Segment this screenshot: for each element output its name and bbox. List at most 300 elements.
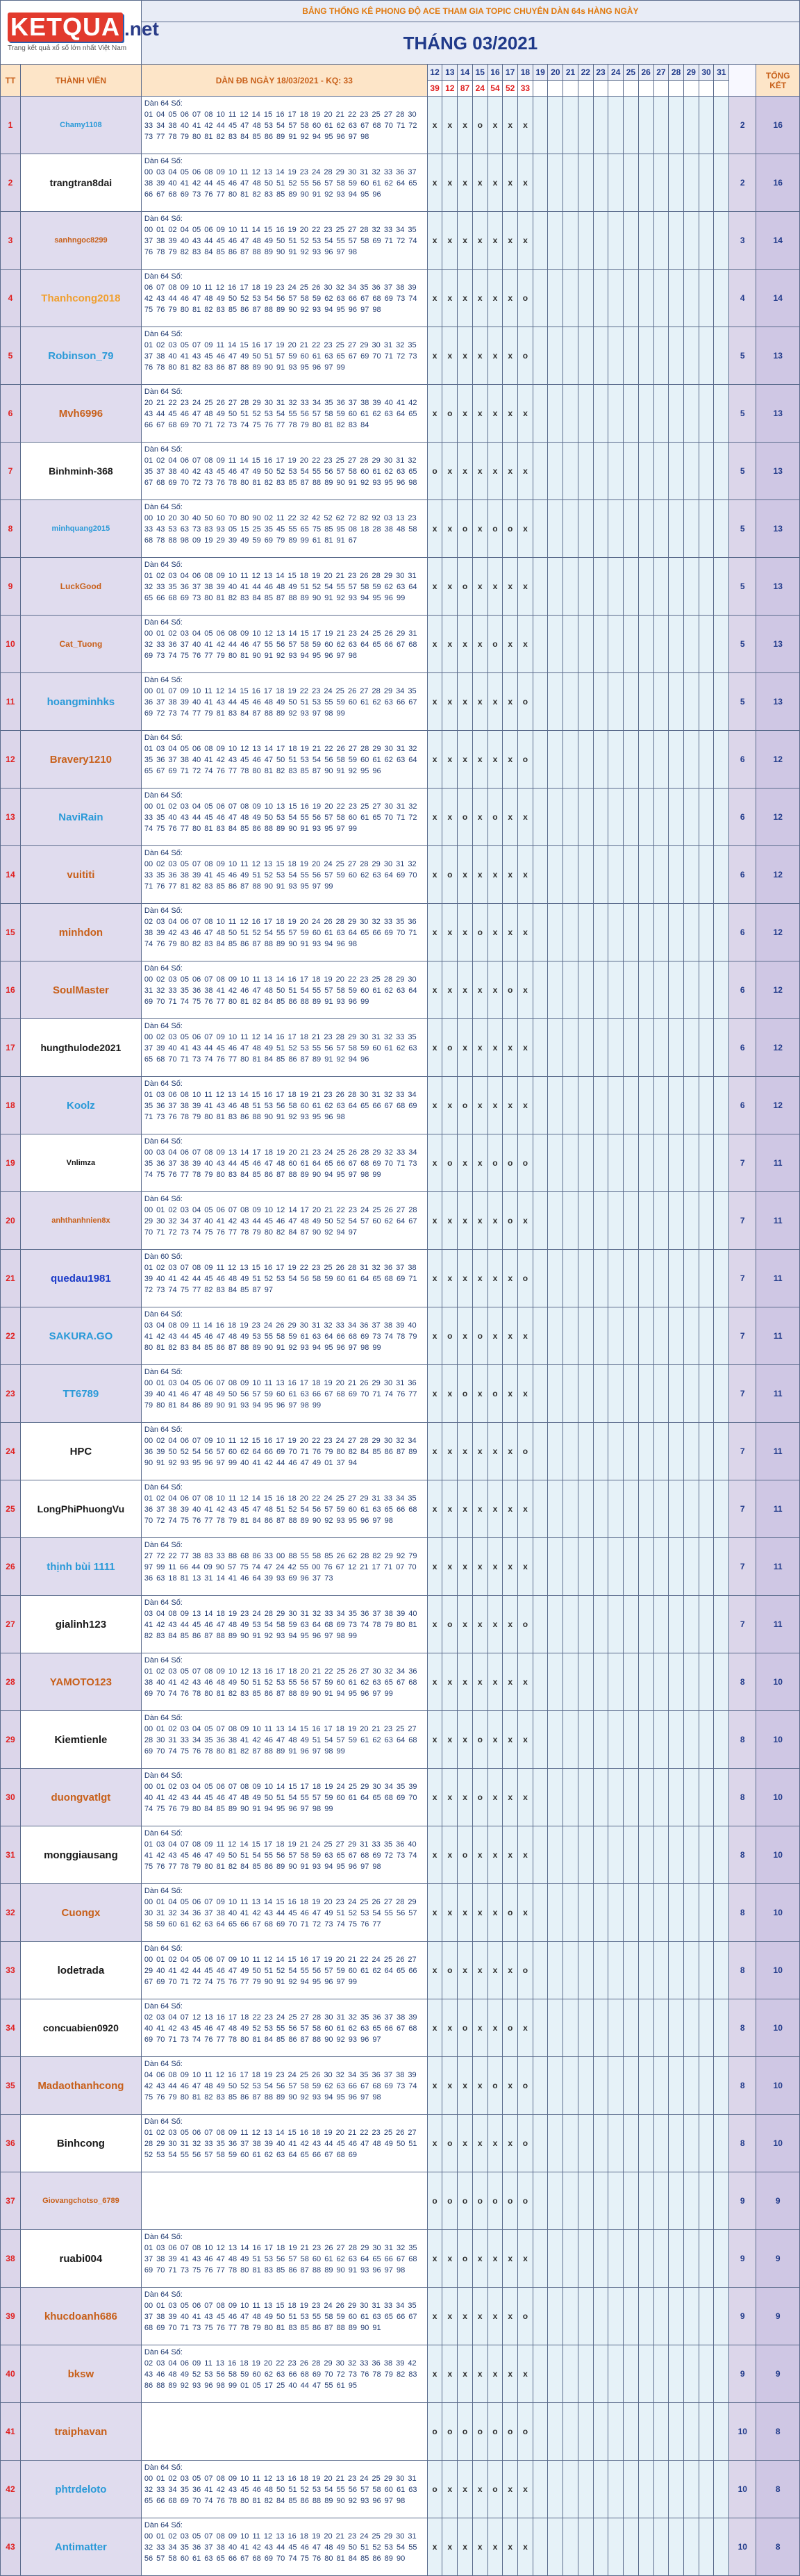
day-mark: x bbox=[427, 1826, 442, 1884]
day-empty bbox=[699, 1884, 714, 1942]
day-empty bbox=[653, 558, 669, 616]
day-empty bbox=[578, 846, 593, 904]
member-name[interactable]: LongPhiPhuongVu bbox=[20, 1480, 141, 1538]
member-name[interactable]: lodetrada bbox=[20, 1942, 141, 1999]
day-empty bbox=[548, 327, 563, 385]
day-empty bbox=[669, 1077, 684, 1134]
wins-count: 7 bbox=[729, 1134, 756, 1192]
total-score: 12 bbox=[756, 789, 800, 846]
day-mark: x bbox=[472, 1019, 488, 1077]
day-mark: o bbox=[518, 2403, 533, 2461]
day-mark: x bbox=[427, 1134, 442, 1192]
member-name[interactable]: Bravery1210 bbox=[20, 731, 141, 789]
day-mark: x bbox=[518, 1192, 533, 1250]
day-mark: x bbox=[458, 1019, 473, 1077]
member-name[interactable]: traiphavan bbox=[20, 2403, 141, 2461]
logo-area[interactable] bbox=[1, 1, 159, 65]
day-mark: x bbox=[488, 1942, 503, 1999]
day-mark: x bbox=[503, 731, 518, 789]
row-number: 43 bbox=[1, 2518, 21, 2576]
day-mark: x bbox=[472, 1077, 488, 1134]
day-mark: x bbox=[427, 1019, 442, 1077]
day-mark: x bbox=[488, 731, 503, 789]
day-mark: x bbox=[488, 1653, 503, 1711]
member-row bbox=[1, 2057, 800, 2115]
day-mark: x bbox=[503, 1365, 518, 1423]
day-empty bbox=[669, 1769, 684, 1826]
day-empty bbox=[578, 1826, 593, 1884]
day-empty bbox=[578, 2345, 593, 2403]
day-empty bbox=[578, 212, 593, 270]
member-name[interactable]: Cat_Tuong bbox=[20, 616, 141, 673]
day-mark: x bbox=[488, 1999, 503, 2057]
member-name[interactable]: concuabien0920 bbox=[20, 1999, 141, 2057]
day-mark: x bbox=[518, 1999, 533, 2057]
day-mark: x bbox=[427, 904, 442, 961]
day-empty bbox=[563, 154, 578, 212]
day-mark: x bbox=[518, 2230, 533, 2288]
day-empty bbox=[578, 2518, 593, 2576]
day-mark: x bbox=[427, 270, 442, 327]
number-list-cell bbox=[141, 1653, 427, 1711]
member-name[interactable]: Binhminh-368 bbox=[20, 443, 141, 500]
member-name[interactable]: trangtran8dai bbox=[20, 154, 141, 212]
day-empty bbox=[638, 846, 653, 904]
total-score: 14 bbox=[756, 270, 800, 327]
member-name[interactable]: Cuongx bbox=[20, 1884, 141, 1942]
day-mark: x bbox=[442, 1653, 458, 1711]
day-mark: x bbox=[427, 2518, 442, 2576]
day-empty bbox=[608, 2288, 624, 2345]
day-mark: x bbox=[488, 1538, 503, 1596]
member-name[interactable]: SoulMaster bbox=[20, 961, 141, 1019]
member-name[interactable]: hungthulode2021 bbox=[20, 1019, 141, 1077]
day-mark: o bbox=[503, 1192, 518, 1250]
number-list-cell bbox=[141, 2518, 427, 2576]
member-row bbox=[1, 1365, 800, 1423]
member-name[interactable]: Koolz bbox=[20, 1077, 141, 1134]
day-mark: o bbox=[518, 1134, 533, 1192]
number-list: 00 01 02 04 05 06 07 09 10 11 12 14 15 16 17 19 20 21 22 24 25 26 27 29 40 41 42 44 45 46 47 49 50 51 52 54 55 56 57 59 60 61 62 64 65 66 67 69 70 71 72 74 75 76 77 79 90 91 92 94 95 96 97 99 bbox=[144, 1956, 417, 1986]
ketqua-logo[interactable] bbox=[1, 13, 159, 52]
day-header-23: 23 bbox=[593, 65, 608, 81]
number-list: 01 03 04 05 06 08 09 10 12 13 14 17 18 19 21 22 26 27 28 29 30 31 32 35 36 37 38 40 41 42 43 45 46 47 50 51 53 54 56 58 59 60 61 62 63 64 65 67 69 71 72 74 76 77 78 80 81 82 83 85 87 90 91 92 95 96 bbox=[144, 745, 417, 775]
day-mark: x bbox=[503, 97, 518, 154]
day-empty bbox=[593, 1019, 608, 1077]
day-mark: o bbox=[458, 1077, 473, 1134]
day-empty bbox=[578, 1480, 593, 1538]
day-empty bbox=[593, 1423, 608, 1480]
day-mark: x bbox=[488, 97, 503, 154]
day-empty bbox=[638, 2230, 653, 2288]
day-empty bbox=[699, 558, 714, 616]
day-mark: o bbox=[488, 2172, 503, 2230]
member-row bbox=[1, 1480, 800, 1538]
member-name[interactable]: quedau1981 bbox=[20, 1250, 141, 1307]
day-empty bbox=[533, 1423, 548, 1480]
number-list-label: Dàn 64 Số: bbox=[144, 2521, 183, 2529]
day-empty bbox=[699, 673, 714, 731]
day-empty bbox=[638, 904, 653, 961]
day-empty bbox=[533, 1711, 548, 1769]
day-mark: o bbox=[442, 1019, 458, 1077]
day-mark: o bbox=[458, 2403, 473, 2461]
day-empty bbox=[548, 1077, 563, 1134]
day-empty bbox=[714, 2461, 729, 2518]
day-mark: o bbox=[458, 1365, 473, 1423]
day-empty bbox=[669, 1134, 684, 1192]
day-empty bbox=[563, 2518, 578, 2576]
day-empty bbox=[638, 385, 653, 443]
number-list-label: Dàn 64 Số: bbox=[144, 1656, 183, 1665]
member-name[interactable]: vuititi bbox=[20, 846, 141, 904]
member-name[interactable]: Robinson_79 bbox=[20, 327, 141, 385]
day-empty bbox=[548, 1711, 563, 1769]
day-empty bbox=[563, 1307, 578, 1365]
total-score: 16 bbox=[756, 154, 800, 212]
day-empty bbox=[638, 1711, 653, 1769]
day-empty bbox=[638, 500, 653, 558]
day-mark: x bbox=[472, 1999, 488, 2057]
day-empty bbox=[669, 1307, 684, 1365]
member-name[interactable]: YAMOTO123 bbox=[20, 1653, 141, 1711]
day-empty bbox=[563, 558, 578, 616]
day-mark: x bbox=[472, 1192, 488, 1250]
number-list-cell bbox=[141, 97, 427, 154]
day-mark: x bbox=[458, 270, 473, 327]
day-mark: o bbox=[503, 1999, 518, 2057]
member-row bbox=[1, 1134, 800, 1192]
row-number: 5 bbox=[1, 327, 21, 385]
day-empty bbox=[683, 2115, 699, 2172]
total-score: 10 bbox=[756, 1826, 800, 1884]
day-empty bbox=[699, 1653, 714, 1711]
total-score: 12 bbox=[756, 846, 800, 904]
day-mark: x bbox=[503, 1711, 518, 1769]
day-empty bbox=[563, 1942, 578, 1999]
day-mark: x bbox=[427, 1192, 442, 1250]
day-empty bbox=[638, 731, 653, 789]
day-empty bbox=[563, 1365, 578, 1423]
member-name[interactable]: HPC bbox=[20, 1423, 141, 1480]
member-name[interactable]: Binhcong bbox=[20, 2115, 141, 2172]
day-empty bbox=[593, 1942, 608, 1999]
wins-count: 6 bbox=[729, 904, 756, 961]
day-mark: x bbox=[442, 1077, 458, 1134]
member-name[interactable]: Mvh6996 bbox=[20, 385, 141, 443]
day-mark: x bbox=[518, 1769, 533, 1826]
total-score: 8 bbox=[756, 2403, 800, 2461]
day-mark: x bbox=[442, 2230, 458, 2288]
day-empty bbox=[699, 731, 714, 789]
day-empty bbox=[608, 443, 624, 500]
day-empty bbox=[548, 1769, 563, 1826]
number-list: 00 01 03 04 05 06 07 08 09 10 11 13 16 17 18 19 20 21 26 29 30 31 36 39 40 41 46 47 48 49 50 56 57 59 60 61 63 66 67 68 69 70 71 74 76 77 79 80 81 84 86 89 90 91 93 94 95 96 97 98 99 bbox=[144, 1379, 417, 1410]
day-mark: x bbox=[427, 1077, 442, 1134]
day-header-25: 25 bbox=[624, 65, 639, 81]
day-empty bbox=[548, 2403, 563, 2461]
wins-count: 5 bbox=[729, 673, 756, 731]
day-empty bbox=[563, 673, 578, 731]
day-mark: x bbox=[458, 2057, 473, 2115]
member-row bbox=[1, 789, 800, 846]
member-name[interactable]: Chamy1108 bbox=[20, 97, 141, 154]
day-mark: o bbox=[458, 558, 473, 616]
wins-count: 7 bbox=[729, 1250, 756, 1307]
member-name[interactable]: Kiemtienle bbox=[20, 1711, 141, 1769]
day-mark: o bbox=[503, 1134, 518, 1192]
day-empty bbox=[608, 212, 624, 270]
member-name[interactable]: ruabi004 bbox=[20, 2230, 141, 2288]
day-empty bbox=[714, 2288, 729, 2345]
total-score: 12 bbox=[756, 1077, 800, 1134]
member-name[interactable]: phtrdeloto bbox=[20, 2461, 141, 2518]
day-empty bbox=[714, 2230, 729, 2288]
day-empty bbox=[653, 904, 669, 961]
number-list: 01 03 04 07 08 09 11 12 14 15 17 18 19 21 24 25 27 29 31 33 35 36 40 41 42 43 45 46 47 49 50 51 54 55 56 57 58 59 63 65 67 68 69 72 73 74 75 76 77 78 79 80 81 82 84 85 86 89 90 91 93 94 95 96 97 98 bbox=[144, 1840, 417, 1871]
total-score: 10 bbox=[756, 1711, 800, 1769]
day-mark: x bbox=[488, 1192, 503, 1250]
day-empty bbox=[593, 2172, 608, 2230]
number-list-cell bbox=[141, 1826, 427, 1884]
day-mark: x bbox=[472, 212, 488, 270]
day-empty bbox=[624, 500, 639, 558]
day-result-19 bbox=[533, 81, 548, 97]
member-name[interactable]: minhquang2015 bbox=[20, 500, 141, 558]
day-empty bbox=[683, 558, 699, 616]
day-empty bbox=[533, 500, 548, 558]
day-empty bbox=[578, 1942, 593, 1999]
day-empty bbox=[669, 2057, 684, 2115]
total-score: 11 bbox=[756, 1365, 800, 1423]
number-list-label: Dàn 64 Số: bbox=[144, 1714, 183, 1722]
member-name[interactable]: anhthanhnien8x bbox=[20, 1192, 141, 1250]
member-name[interactable]: khucdoanh686 bbox=[20, 2288, 141, 2345]
day-empty bbox=[699, 1538, 714, 1596]
day-mark: x bbox=[503, 2345, 518, 2403]
day-mark: x bbox=[427, 212, 442, 270]
day-empty bbox=[624, 1192, 639, 1250]
number-list-label: Dàn 64 Số: bbox=[144, 1022, 183, 1030]
member-name[interactable]: LuckGood bbox=[20, 558, 141, 616]
total-score: 10 bbox=[756, 1942, 800, 1999]
row-number: 32 bbox=[1, 1884, 21, 1942]
day-empty bbox=[669, 2230, 684, 2288]
member-row bbox=[1, 904, 800, 961]
day-mark: o bbox=[427, 2403, 442, 2461]
day-mark: x bbox=[458, 1250, 473, 1307]
member-name[interactable]: sanhngoc8299 bbox=[20, 212, 141, 270]
member-name[interactable]: TT6789 bbox=[20, 1365, 141, 1423]
wins-count: 10 bbox=[729, 2461, 756, 2518]
wins-count: 8 bbox=[729, 2115, 756, 2172]
number-list-cell bbox=[141, 2115, 427, 2172]
day-mark: x bbox=[503, 558, 518, 616]
day-mark: x bbox=[442, 1192, 458, 1250]
day-empty bbox=[683, 1192, 699, 1250]
day-empty bbox=[699, 154, 714, 212]
day-empty bbox=[533, 327, 548, 385]
day-empty bbox=[624, 1769, 639, 1826]
day-mark: x bbox=[427, 789, 442, 846]
day-empty bbox=[563, 1711, 578, 1769]
number-list-cell bbox=[141, 385, 427, 443]
day-empty bbox=[683, 2461, 699, 2518]
member-name[interactable]: Vnlimza bbox=[20, 1134, 141, 1192]
day-empty bbox=[624, 1999, 639, 2057]
day-mark: x bbox=[518, 1365, 533, 1423]
day-mark: x bbox=[488, 327, 503, 385]
number-list-cell bbox=[141, 327, 427, 385]
day-empty bbox=[593, 500, 608, 558]
number-list-label: Dàn 60 Số: bbox=[144, 1253, 183, 1261]
day-mark: x bbox=[427, 154, 442, 212]
day-mark: x bbox=[427, 673, 442, 731]
total-score: 10 bbox=[756, 2115, 800, 2172]
day-empty bbox=[578, 789, 593, 846]
day-empty bbox=[593, 2403, 608, 2461]
day-empty bbox=[533, 1826, 548, 1884]
day-mark: x bbox=[472, 2345, 488, 2403]
day-empty bbox=[533, 97, 548, 154]
day-mark: x bbox=[503, 616, 518, 673]
wins-count: 8 bbox=[729, 1653, 756, 1711]
header-list: DÀN ĐB NGÀY 18/03/2021 - KQ: 33 bbox=[141, 65, 427, 97]
day-mark: x bbox=[518, 1826, 533, 1884]
member-name[interactable]: minhdon bbox=[20, 904, 141, 961]
day-header-24: 24 bbox=[608, 65, 624, 81]
member-name[interactable]: bksw bbox=[20, 2345, 141, 2403]
member-name[interactable]: gialinh123 bbox=[20, 1596, 141, 1653]
day-mark: x bbox=[458, 385, 473, 443]
day-empty bbox=[608, 1826, 624, 1884]
day-result-20 bbox=[548, 81, 563, 97]
member-name[interactable]: hoangminhks bbox=[20, 673, 141, 731]
day-empty bbox=[653, 1250, 669, 1307]
day-empty bbox=[653, 500, 669, 558]
day-empty bbox=[683, 789, 699, 846]
day-mark: x bbox=[427, 1365, 442, 1423]
day-empty bbox=[608, 2230, 624, 2288]
number-list-cell bbox=[141, 443, 427, 500]
total-score: 12 bbox=[756, 1019, 800, 1077]
member-name[interactable]: monggiausang bbox=[20, 1826, 141, 1884]
day-empty bbox=[714, 154, 729, 212]
day-mark: x bbox=[472, 731, 488, 789]
member-name[interactable]: Madaothanhcong bbox=[20, 2057, 141, 2115]
day-empty bbox=[638, 1480, 653, 1538]
day-mark: x bbox=[458, 1884, 473, 1942]
row-number: 28 bbox=[1, 1653, 21, 1711]
day-empty bbox=[714, 961, 729, 1019]
day-empty bbox=[699, 1999, 714, 2057]
day-empty bbox=[653, 1365, 669, 1423]
member-name[interactable]: Thanhcong2018 bbox=[20, 270, 141, 327]
day-mark: x bbox=[503, 1250, 518, 1307]
day-empty bbox=[548, 673, 563, 731]
total-score: 14 bbox=[756, 212, 800, 270]
day-mark: x bbox=[458, 443, 473, 500]
day-empty bbox=[699, 1480, 714, 1538]
day-empty bbox=[548, 270, 563, 327]
day-mark: x bbox=[472, 558, 488, 616]
row-number: 30 bbox=[1, 1769, 21, 1826]
day-empty bbox=[699, 1769, 714, 1826]
member-name[interactable]: duongvatlgt bbox=[20, 1769, 141, 1826]
day-mark: x bbox=[427, 2230, 442, 2288]
day-mark: x bbox=[518, 616, 533, 673]
day-mark: x bbox=[472, 270, 488, 327]
number-list: 00 02 04 06 07 09 10 11 12 15 16 17 19 20 22 23 24 27 28 29 30 32 34 36 39 50 52 54 56 57 60 62 64 66 69 70 71 76 79 80 82 84 85 86 87 89 90 91 92 93 95 96 97 99 40 41 42 44 46 47 49 01 37 94 bbox=[144, 1437, 417, 1467]
member-name[interactable]: Giovangchotso_6789 bbox=[20, 2172, 141, 2230]
day-empty bbox=[653, 2403, 669, 2461]
day-mark: x bbox=[427, 1942, 442, 1999]
day-result-24 bbox=[608, 81, 624, 97]
day-empty bbox=[593, 443, 608, 500]
day-empty bbox=[669, 2345, 684, 2403]
member-name[interactable]: thịnh bùi 1111 bbox=[20, 1538, 141, 1596]
day-mark: x bbox=[503, 1538, 518, 1596]
day-empty bbox=[533, 789, 548, 846]
day-empty bbox=[683, 1250, 699, 1307]
day-empty bbox=[593, 1538, 608, 1596]
member-name[interactable]: Antimatter bbox=[20, 2518, 141, 2576]
day-mark: x bbox=[442, 2057, 458, 2115]
member-name[interactable]: NaviRain bbox=[20, 789, 141, 846]
total-score: 9 bbox=[756, 2230, 800, 2288]
number-list-label: Dàn 64 Số: bbox=[144, 330, 183, 338]
day-mark: x bbox=[503, 2115, 518, 2172]
row-number: 13 bbox=[1, 789, 21, 846]
day-empty bbox=[653, 1077, 669, 1134]
day-empty bbox=[608, 1711, 624, 1769]
day-empty bbox=[624, 1942, 639, 1999]
day-header-18: 18 bbox=[518, 65, 533, 81]
day-empty bbox=[593, 2518, 608, 2576]
day-empty bbox=[593, 558, 608, 616]
number-list: 01 02 03 05 07 08 09 10 12 13 16 17 18 20 21 22 25 26 27 30 32 34 36 38 40 41 42 43 46 48 49 50 51 52 53 55 56 57 59 60 61 62 63 65 67 68 69 70 74 76 78 80 81 82 83 85 86 87 88 89 90 91 94 95 96 97 99 bbox=[144, 1667, 417, 1698]
day-empty bbox=[563, 1653, 578, 1711]
day-empty bbox=[699, 443, 714, 500]
day-mark: x bbox=[458, 1307, 473, 1365]
day-empty bbox=[548, 1019, 563, 1077]
number-list-label: Dàn 64 Số: bbox=[144, 1599, 183, 1607]
day-empty bbox=[714, 500, 729, 558]
day-empty bbox=[714, 558, 729, 616]
day-mark: x bbox=[488, 270, 503, 327]
row-number: 39 bbox=[1, 2288, 21, 2345]
day-mark: x bbox=[503, 2518, 518, 2576]
day-empty bbox=[683, 500, 699, 558]
day-header-14: 14 bbox=[458, 65, 473, 81]
day-result-16: 54 bbox=[488, 81, 503, 97]
day-empty bbox=[669, 2518, 684, 2576]
day-empty bbox=[638, 1307, 653, 1365]
member-name[interactable]: SAKURA.GO bbox=[20, 1307, 141, 1365]
day-empty bbox=[593, 2345, 608, 2403]
day-mark: o bbox=[472, 1307, 488, 1365]
day-mark: x bbox=[472, 1250, 488, 1307]
day-mark: x bbox=[488, 1423, 503, 1480]
day-empty bbox=[669, 673, 684, 731]
day-mark: x bbox=[503, 1596, 518, 1653]
day-empty bbox=[669, 443, 684, 500]
total-score: 11 bbox=[756, 1423, 800, 1480]
day-mark: x bbox=[427, 846, 442, 904]
day-empty bbox=[669, 2288, 684, 2345]
row-number: 41 bbox=[1, 2403, 21, 2461]
day-empty bbox=[608, 846, 624, 904]
